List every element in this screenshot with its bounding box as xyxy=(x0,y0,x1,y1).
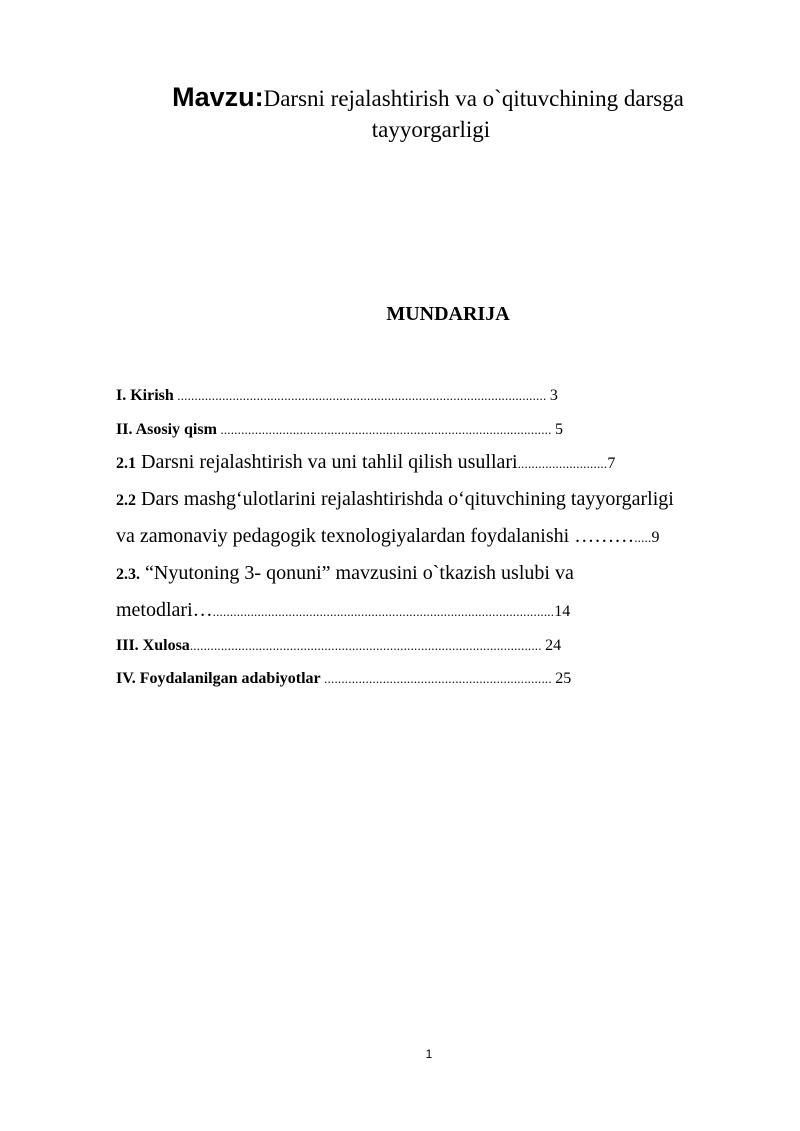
toc-leader: ...................................................................................................... xyxy=(189,638,546,653)
toc-number: 2.2 xyxy=(116,492,136,509)
toc-page: 25 xyxy=(555,670,572,687)
title-text: Darsni rejalashtirish va o`qituvchining darsga xyxy=(263,86,684,111)
toc-entry-2-3 xyxy=(116,562,574,585)
title-prefix: Mavzu: xyxy=(172,82,264,112)
toc-text: “Nyutoning 3- qonuni” mavzusini o`tkazish uslubi va xyxy=(140,562,574,584)
toc-entry-2-1 xyxy=(116,451,615,474)
toc-number: 2.1 xyxy=(116,455,136,472)
toc-leader: ................................................................................................... xyxy=(212,604,555,619)
toc-number-punct: . xyxy=(136,566,140,583)
toc-page: 24 xyxy=(545,637,562,654)
toc-leader: ..... xyxy=(634,530,652,545)
toc-text: Darsni rejalashtirish va uni tahlil qilish usullari xyxy=(136,451,518,473)
toc-page: 7 xyxy=(607,455,616,472)
title-line-2: tayyorgarligi xyxy=(371,117,491,142)
toc-entry-2-2-continued xyxy=(116,525,659,548)
toc-entry-xulosa xyxy=(116,637,561,655)
toc-label: IV. Foydalanilgan adabiyotlar xyxy=(116,670,321,687)
toc-text: metodlari… xyxy=(116,599,213,621)
toc-heading: MUNDARIJA xyxy=(386,303,510,325)
toc-page: 3 xyxy=(549,387,558,404)
toc-leader: .................................................................. xyxy=(320,671,556,686)
toc-text: Dars mashg‘ulotlarini rejalashtirishda o‘qituvchining tayyorgarligi xyxy=(136,488,674,510)
toc-label: III. Xulosa xyxy=(116,637,190,654)
toc-leader: ................................................................................................ xyxy=(216,422,556,437)
toc-entry-2-2 xyxy=(116,488,674,511)
toc-text: va zamonaviy pedagogik texnologiyalardan foydalanishi ……… xyxy=(116,525,635,547)
toc-entry-2-3-continued xyxy=(116,599,570,622)
document-title xyxy=(0,82,800,143)
toc-entry-kirish xyxy=(116,387,558,405)
title-line-1 xyxy=(28,82,800,113)
toc-leader: .......................... xyxy=(517,456,608,471)
toc-entry-adabiyotlar xyxy=(116,670,571,688)
toc-number: 2.3 xyxy=(116,566,136,583)
toc-label: I. Kirish xyxy=(116,387,174,404)
toc-page: 14 xyxy=(554,603,571,620)
toc-label: II. Asosiy qism xyxy=(116,421,217,438)
toc-entry-asosiy xyxy=(116,421,563,439)
page-number: 1 xyxy=(425,1047,433,1061)
toc-leader: ........................................................................................................... xyxy=(173,388,550,403)
toc-page: 9 xyxy=(651,529,660,546)
toc-page: 5 xyxy=(555,421,564,438)
